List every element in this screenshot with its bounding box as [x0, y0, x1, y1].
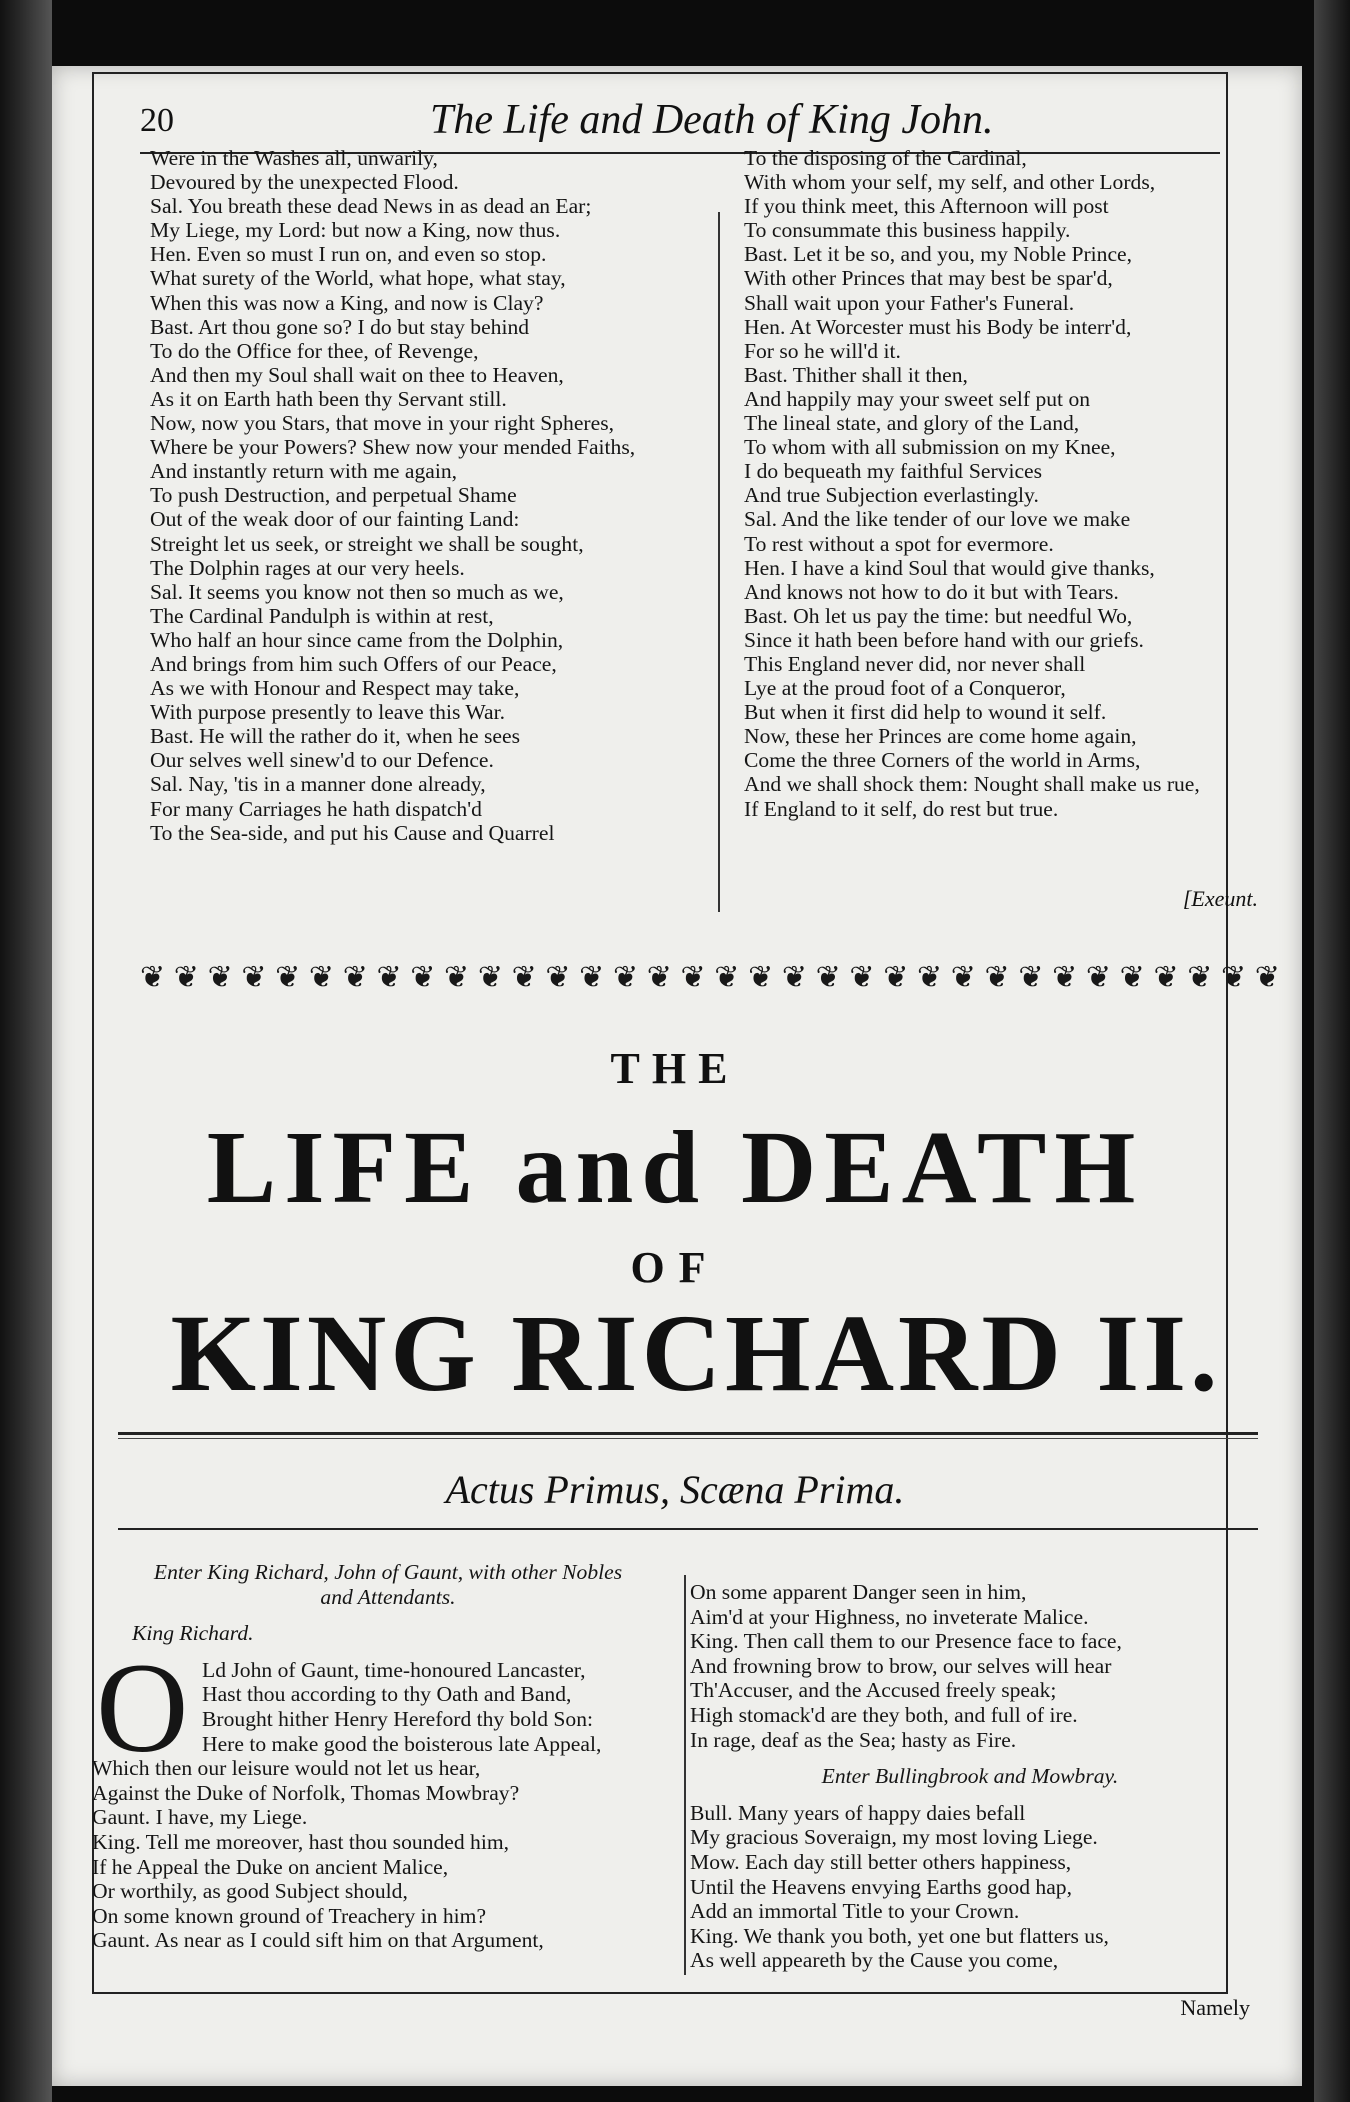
verse-line: Add an immortal Title to your Crown.: [690, 1899, 1020, 1924]
fleuron-icon: ❦: [173, 960, 199, 995]
verse-line: And true Subjection everlastingly.: [744, 483, 1039, 508]
verse-line: Devoured by the unexpected Flood.: [150, 170, 459, 195]
title-life-and-death: LIFE and DEATH: [206, 1110, 1144, 1225]
verse-line: Sal. It seems you know not then so much as we,: [150, 579, 564, 604]
fleuron-icon: ❦: [714, 960, 740, 995]
verse-line: Were in the Washes all, unwarily,: [150, 146, 438, 170]
verse-line: If England to it self, do rest but true.: [744, 796, 1059, 821]
verse-line: Gaunt. As near as I could sift him on that Argument,: [92, 1928, 544, 1953]
fleuron-icon: ❦: [241, 960, 267, 995]
stage-direction-attendants: and Attendants.: [320, 1584, 456, 1609]
verse-line: King. Then call them to our Presence face to face,: [690, 1629, 1122, 1654]
verse-line: As it on Earth hath been thy Servant still.: [150, 386, 507, 411]
act-heading: Actus Primus, Scæna Prima.: [445, 1467, 905, 1512]
verse-line: When this was now a King, and now is Clay?: [150, 290, 544, 315]
verse-line: And happily may your sweet self put on: [744, 386, 1091, 411]
ornamental-band: [140, 955, 1280, 1001]
verse-line: High stomack'd are they both, and full of ire.: [690, 1702, 1078, 1727]
fleuron-icon: ❦: [342, 960, 368, 995]
fleuron-icon: ❦: [477, 960, 503, 995]
king-john-right-column: [744, 146, 1264, 821]
running-head: [140, 92, 1220, 154]
fleuron-icon: ❦: [140, 960, 166, 995]
drop-cap: O: [96, 1636, 189, 1779]
title-the: THE: [610, 1044, 740, 1093]
verse-line: To the Sea-side, and put his Cause and Quarrel: [150, 820, 555, 845]
running-title: The Life and Death of King John.: [430, 97, 994, 143]
verse-line: With purpose presently to leave this War.: [150, 700, 506, 725]
verse-line: Gaunt. I have, my Liege.: [92, 1805, 308, 1830]
verse-line: And brings from him such Offers of our Peace,: [150, 651, 557, 676]
fleuron-icon: ❦: [444, 960, 470, 995]
fleuron-icon: ❦: [275, 960, 301, 995]
stage-direction-bullingbrook: Enter Bullingbrook and Mowbray.: [821, 1764, 1119, 1789]
fleuron-icon: ❦: [308, 960, 335, 995]
verse-line: Shall wait upon your Father's Funeral.: [744, 290, 1075, 315]
page-number: 20: [140, 102, 174, 139]
fleuron-icon: ❦: [1221, 960, 1247, 995]
fleuron-icon: ❦: [376, 960, 402, 995]
fleuron-icon: ❦: [916, 960, 943, 995]
verse-line: Which then our leisure would not let us hear,: [92, 1756, 481, 1781]
column-divider-lower: [684, 1575, 686, 1975]
verse-line: With other Princes that may best be spar'd,: [744, 266, 1113, 291]
fleuron-icon: ❦: [511, 960, 537, 995]
fleuron-icon: ❦: [207, 960, 233, 995]
verse-line: This England never did, nor never shall: [744, 651, 1086, 676]
verse-line: Sal. And the like tender of our love we make: [744, 507, 1131, 532]
fleuron-icon: ❦: [410, 960, 436, 995]
fleuron-icon: ❦: [680, 960, 706, 995]
title-of: OF: [630, 1243, 720, 1292]
catchword: Namely: [1180, 1995, 1250, 2020]
king-john-left-column: [150, 146, 720, 845]
verse-line: To do the Office for thee, of Revenge,: [150, 338, 479, 363]
fleuron-icon: ❦: [984, 960, 1010, 995]
verse-line: Hen. At Worcester must his Body be interr'd,: [744, 314, 1132, 339]
richard-left-column: [92, 1560, 684, 1953]
verse-line: And instantly return with me again,: [150, 459, 458, 484]
verse-line: And we shall shock them: Nought shall make us rue,: [744, 772, 1200, 797]
verse-line: Now, these her Princes are come home again,: [744, 724, 1137, 749]
verse-line: Or worthily, as good Subject should,: [92, 1879, 408, 1904]
verse-line: Bull. Many years of happy daies befall: [690, 1800, 1026, 1825]
fleuron-icon: ❦: [1153, 960, 1179, 995]
fleuron-icon: ❦: [646, 960, 672, 995]
verse-line: My Liege, my Lord: but now a King, now thus.: [150, 218, 561, 243]
verse-line: For many Carriages he hath dispatch'd: [150, 796, 482, 821]
verse-line: With whom your self, my self, and other Lords,: [744, 170, 1156, 195]
stage-direction-enter: Enter King Richard, John of Gaunt, with other Nobles: [153, 1560, 623, 1584]
verse-line: And then my Soul shall wait on thee to Heaven,: [150, 362, 564, 387]
fleuron-icon: ❦: [612, 960, 639, 995]
verse-line: King. Tell me moreover, hast thou sounded him,: [92, 1829, 510, 1854]
verse-line: To rest without a spot for evermore.: [744, 531, 1054, 556]
fleuron-icon: ❦: [849, 960, 875, 995]
exeunt-direction: [Exeunt.: [1182, 886, 1258, 911]
fleuron-icon: ❦: [1119, 960, 1145, 995]
fleuron-icon: ❦: [1052, 960, 1078, 995]
verse-line: As we with Honour and Respect may take,: [150, 676, 520, 701]
verse-line: Until the Heavens envying Earths good hap,: [690, 1874, 1073, 1899]
verse-line: To push Destruction, and perpetual Shame: [150, 483, 517, 508]
verse-line: Ld John of Gaunt, time-honoured Lancaster,: [202, 1657, 586, 1682]
fleuron-icon: ❦: [748, 960, 774, 995]
verse-line: Mow. Each day still better others happiness,: [690, 1849, 1072, 1874]
verse-line: I do bequeath my faithful Services: [744, 459, 1043, 484]
title-rule-thin: [118, 1438, 1258, 1439]
title-king-richard: KING RICHARD II.: [170, 1292, 1222, 1414]
verse-line: Bast. He will the rather do it, when he sees: [150, 724, 520, 749]
verse-line: Lye at the proud foot of a Conqueror,: [744, 676, 1066, 701]
fleuron-icon: ❦: [883, 960, 909, 995]
verse-line: Sal. You breath these dead News in as dead an Ear;: [150, 194, 592, 219]
verse-line: To the disposing of the Cardinal,: [744, 146, 1027, 170]
frame-top-rule: [92, 72, 1226, 74]
verse-line: Who half an hour since came from the Dolphin,: [150, 627, 564, 652]
title-rule: [118, 1432, 1258, 1435]
verse-line: Now, now you Stars, that move in your right Spheres,: [150, 411, 615, 436]
verse-line: Against the Duke of Norfolk, Thomas Mowbray?: [92, 1780, 520, 1805]
verse-line: Brought hither Henry Hereford thy bold Son:: [202, 1706, 594, 1731]
verse-line: Come the three Corners of the world in Arms,: [744, 748, 1141, 773]
verse-line: Sal. Nay, 'tis in a manner done already,: [150, 772, 486, 797]
fleuron-icon: ❦: [545, 960, 571, 995]
verse-line: Since it hath been before hand with our griefs.: [744, 627, 1144, 652]
verse-line: Streight let us seek, or streight we shall be sought,: [150, 531, 584, 556]
verse-line: Here to make good the boisterous late Appeal,: [202, 1731, 602, 1756]
verse-line: The Dolphin rages at our very heels.: [150, 555, 465, 580]
verse-line: And knows not how to do it but with Tears.: [744, 579, 1119, 604]
verse-line: If you think meet, this Afternoon will post: [744, 194, 1109, 219]
fleuron-icon: ❦: [781, 960, 807, 995]
verse-line: On some apparent Danger seen in him,: [690, 1580, 1027, 1604]
verse-line: And frowning brow to brow, our selves will hear: [690, 1653, 1112, 1678]
verse-line: Hast thou according to thy Oath and Band,: [202, 1682, 572, 1707]
verse-line: My gracious Soveraign, my most loving Liege.: [690, 1825, 1098, 1850]
richard-right-column: [690, 1580, 1250, 1973]
verse-line: On some known ground of Treachery in him?: [92, 1903, 487, 1928]
verse-line: In rage, deaf as the Sea; hasty as Fire.: [690, 1727, 1017, 1752]
verse-line: As well appeareth by the Cause you come,: [690, 1948, 1059, 1973]
fleuron-icon: ❦: [1187, 960, 1213, 995]
verse-line: To whom with all submission on my Knee,: [744, 435, 1116, 460]
verse-line: Where be your Powers? Shew now your mended Faiths,: [150, 435, 636, 460]
fleuron-icon: ❦: [1018, 960, 1044, 995]
frame-bottom-rule: [92, 1992, 1226, 1994]
fleuron-icon: ❦: [815, 960, 841, 995]
verse-line: The lineal state, and glory of the Land,: [744, 411, 1080, 436]
verse-line: King. We thank you both, yet one but flatters us,: [690, 1923, 1109, 1948]
verse-line: What surety of the World, what hope, what stay,: [150, 266, 566, 291]
column-divider: [718, 212, 720, 912]
verse-line: To consummate this business happily.: [744, 218, 1071, 243]
verse-line: If he Appeal the Duke on ancient Malice,: [92, 1854, 449, 1879]
verse-line: Th'Accuser, and the Accused freely speak;: [690, 1678, 1057, 1703]
verse-line: Hen. I have a kind Soul that would give thanks,: [744, 555, 1155, 580]
fleuron-icon: ❦: [1085, 960, 1112, 995]
verse-line: Bast. Thither shall it then,: [744, 362, 968, 387]
verse-line: Bast. Oh let us pay the time: but needful Wo,: [744, 603, 1133, 628]
verse-line: Aim'd at your Highness, no inveterate Malice.: [690, 1604, 1089, 1629]
speaker-heading: King Richard.: [132, 1621, 254, 1646]
verse-line: Bast. Art thou gone so? I do but stay behind: [150, 314, 530, 339]
fleuron-icon: ❦: [1254, 960, 1280, 995]
fleuron-icon: ❦: [579, 960, 605, 995]
verse-line: Our selves well sinew'd to our Defence.: [150, 748, 494, 773]
act-rule: [118, 1528, 1258, 1530]
verse-line: The Cardinal Pandulph is within at rest,: [150, 603, 494, 628]
verse-line: Out of the weak door of our fainting Land:: [150, 507, 520, 532]
verse-line: Bast. Let it be so, and you, my Noble Prince,: [744, 242, 1133, 267]
verse-line: But when it first did help to wound it self.: [744, 700, 1107, 725]
verse-line: Hen. Even so must I run on, and even so stop.: [150, 242, 547, 267]
fleuron-icon: ❦: [950, 960, 976, 995]
verse-line: For so he will'd it.: [744, 338, 901, 363]
